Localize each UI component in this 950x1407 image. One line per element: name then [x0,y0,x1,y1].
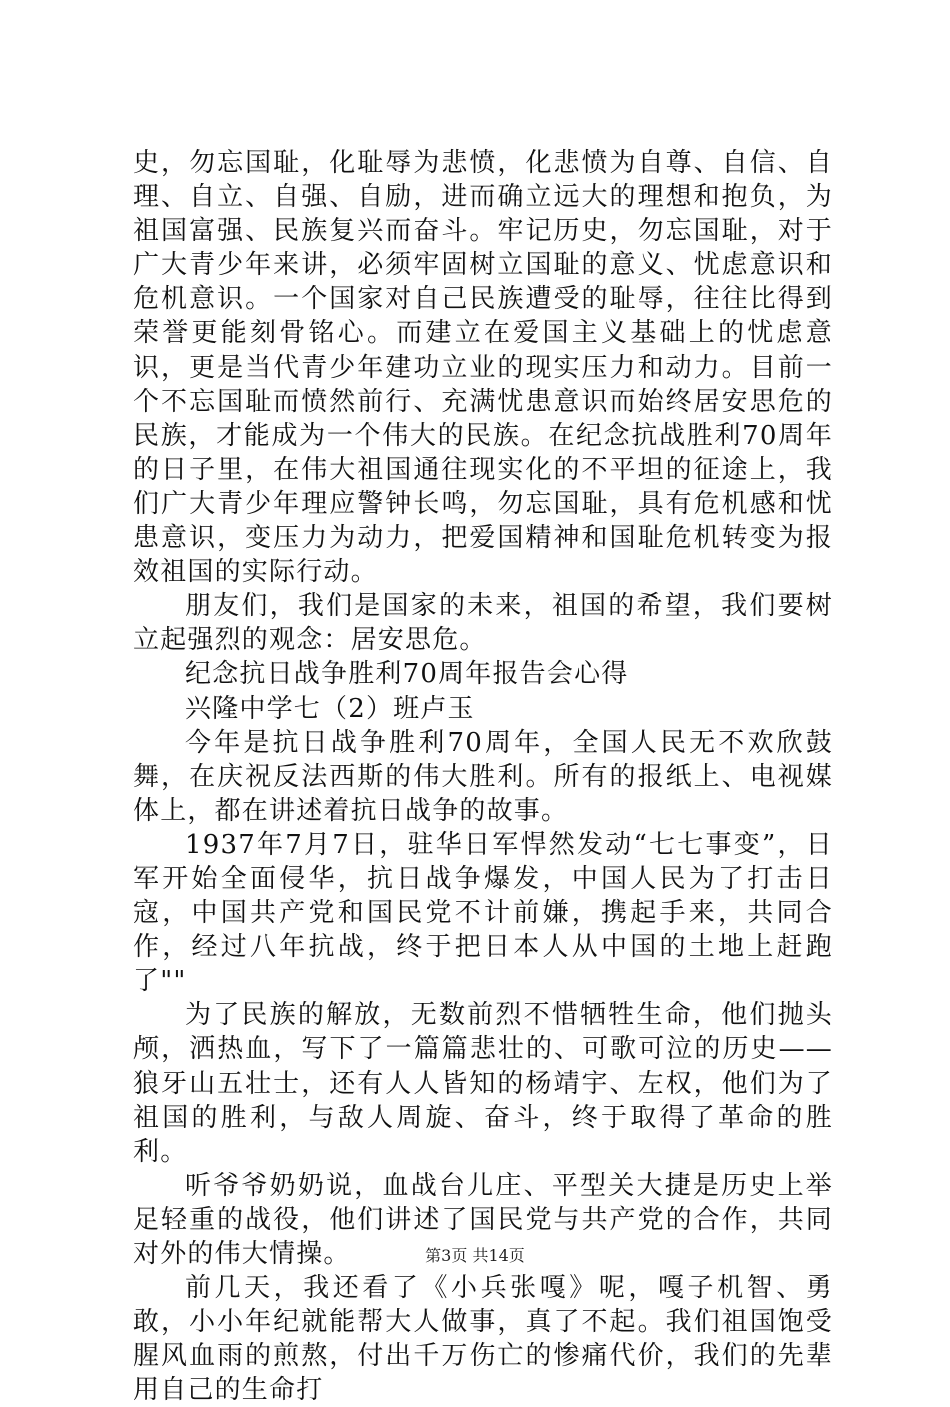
report-title: 纪念抗日战争胜利70周年报告会心得 [185,659,629,690]
paragraph: 为了民族的解放，无数前烈不惜牺牲生命，他们抛头颅，洒热血，写下了一篇篇悲壮的、可歌可泣的历史——狼牙山五壮士，还有人人皆知的杨靖宇、左权，他们为了祖国的胜利，与敌人周旋、奋斗，终于取得了革命的胜利。 [133,1000,833,1167]
paragraph: 1937年7月7日，驻华日军悍然发动“七七事变”，日军开始全面侵华，抗日战争爆发，中国人民为了打击日寇，中国共产党和国民党不计前嫌，携起手来，共同合作，经过八年抗战，终于把日本人从中国的土地上赶跑了"" [133,829,833,997]
paragraph: 朋友们，我们是国家的未来，祖国的希望，我们要树立起强烈的观念：居安思危。 [133,591,833,656]
paragraph: 听爷爷奶奶说，血战台儿庄、平型关大捷是历史上举足轻重的战役，他们讲述了国民党与共产党的合作，共同对外的伟大情操。 [133,1170,833,1269]
paragraph: 史，勿忘国耻，化耻辱为悲愤，化悲愤为自尊、自信、自理、自立、自强、自励，进而确立远大的理想和抱负，为祖国富强、民族复兴而奋斗。牢记历史，勿忘国耻，对于广大青少年来讲，必须牢固树立国耻的意义、忧虑意识和危机意识。一个国家对自己民族遭受的耻辱，往往比得到荣誉更能刻骨铭心。而建立在爱国主义基础上的忧虑意识，更是当代青少年建功立业的现实压力和动力。目前一个不忘国耻而愤然前行、充满忧患意识而始终居安思危的民族，才能成为一个伟大的民族。在纪念抗战胜利70周年的日子里，在伟大祖国通往现实化的不平坦的征途上，我们广大青少年理应警钟长鸣，勿忘国耻，具有危机感和忧患意识，变压力为动力，把爱国精神和国耻危机转变为报效祖国的实际行动。 [133,148,833,588]
paragraph: 今年是抗日战争胜利70周年，全国人民无不欢欣鼓舞，在庆祝反法西斯的伟大胜利。所有的报纸上、电视媒体上，都在讲述着抗日战争的故事。 [133,727,833,826]
page-number-footer: 第3页 共14页 [425,1246,525,1265]
document-body [133,146,833,1407]
author-line: 兴隆中学七（2）班卢玉 [185,693,475,724]
paragraph: 前几天，我还看了《小兵张嘎》呢，嘎子机智、勇敢，小小年纪就能帮大人做事，真了不起。我们祖国饱受腥风血雨的煎熬，付出千万伤亡的惨痛代价，我们的先辈用自己的生命打 [133,1273,833,1406]
